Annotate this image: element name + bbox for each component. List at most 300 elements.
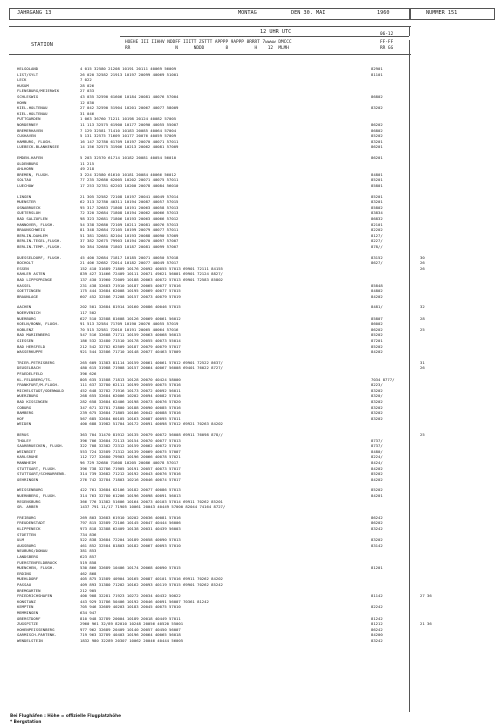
station-name: FUERSTENFELDBRUCK [17, 559, 57, 565]
station-name: KOBLENZ [17, 326, 34, 332]
station-observation-data: 1832 980 32289 20307 10062 20046 40444 56005 [80, 638, 184, 643]
station-row [0, 432, 504, 437]
station-row [0, 111, 504, 116]
station-row [0, 560, 504, 565]
header-bottom-rule [9, 54, 411, 55]
station-row [0, 238, 504, 243]
station-observation-data: 62 313 32780 40311 10194 20087 40057 57015 [80, 199, 179, 205]
station-observation-data: 921 544 32586 71710 10148 20077 40463 57009 [80, 349, 181, 355]
station-row [0, 172, 504, 177]
station-observation-data: 366 776 31382 51606 10164 20073 40103 57014 69911 70262 85201 [80, 498, 223, 504]
station-observation-data: 409 893 31380 71202 10162 20093 40119 57015 69901 70262 85242 [80, 582, 223, 587]
station-name: GOETTINGEN [17, 288, 41, 294]
station-name: GUETERSLOH [17, 210, 41, 216]
station-name: KIEL-HOLTENAU [17, 105, 48, 111]
station-row [0, 77, 504, 82]
station-row [0, 266, 504, 271]
station-row [0, 543, 504, 548]
footnote-mountain-station: * Bergstation [10, 719, 42, 724]
station-name: GARMISCH-PARTENK. [17, 632, 57, 638]
station-observation-data: 452 648 32782 71916 10173 20072 40092 56011 [80, 387, 181, 393]
station-cloud-code: 85807 [371, 315, 383, 321]
station-name: OSNABRUECK [17, 204, 41, 210]
station-observation-data: 7 129 32581 71410 10183 20085 40064 57004 [80, 127, 177, 133]
station-cloud-code: 84801 [371, 171, 383, 177]
station-name: BERLIN-TEGEL,FLUGH. [17, 238, 62, 244]
station-name: HELGOLAND [17, 66, 39, 71]
station-name: BERLIN-DAHLEM [17, 232, 48, 238]
station-cloud-code: 85201 [371, 177, 383, 183]
station-row [0, 260, 504, 265]
station-row [0, 576, 504, 581]
station-row [0, 493, 504, 498]
station-observation-data: 797 815 32589 72106 10145 20047 40444 56006 [80, 520, 181, 526]
station-observation-data: 27 042 32590 51904 10201 20067 40077 58009 [80, 105, 179, 111]
station-cloud-code: 82101 [371, 221, 383, 227]
station-row [0, 205, 504, 210]
station-row [0, 210, 504, 215]
station-row [0, 216, 504, 221]
station-gust-value: 21 36 [420, 621, 432, 627]
station-name: FREUDENSTADT [17, 520, 46, 526]
station-cloud-code: 82901 [371, 66, 383, 71]
station-cloud-code: 86832 [371, 216, 383, 221]
station-cloud-code: 81212 [371, 621, 383, 627]
station-cloud-code: 85201 [371, 193, 383, 199]
station-cloud-code: 84202 [371, 476, 383, 482]
station-observation-data: 11 215 [80, 160, 95, 166]
station-observation-data: 45 400 32684 71817 10185 20071 40050 57018 [80, 254, 179, 260]
station-cloud-code: 81101 [371, 71, 383, 77]
station-row [0, 288, 504, 293]
station-row [0, 233, 504, 238]
station-observation-data: 21 305 32582 72108 10197 20041 40049 57014 [80, 193, 179, 199]
station-name: EMDEN-HAFEN [17, 155, 43, 160]
station-cloud-code: 83142 [371, 542, 383, 548]
station-cloud-code: 8481/ [371, 304, 383, 310]
station-cloud-code: 85202 [371, 487, 383, 493]
station-row [0, 582, 504, 587]
station-name: ERDING [17, 570, 32, 576]
station-observation-data: 396 706 32684 72113 10154 20070 40077 57013 [80, 437, 181, 443]
station-cloud-code: 86201 [371, 155, 383, 160]
station-row [0, 155, 504, 160]
station-name: SAARBRUECKEN, FLUGH. [17, 443, 64, 449]
station-row [0, 116, 504, 121]
station-name: BREMGARTEN [17, 587, 41, 593]
station-row [0, 294, 504, 299]
station-row [0, 227, 504, 232]
station-name: WASSERKUPPE [17, 349, 43, 355]
code-column-subheader: RR N NDDD 8 H 12 MLMH [125, 46, 289, 51]
station-gust-value: 25 [420, 432, 425, 437]
station-row [0, 460, 504, 465]
station-row [0, 526, 504, 531]
station-name: WEINBIET [17, 448, 36, 454]
station-cloud-code: 85202 [371, 471, 383, 477]
station-row [0, 449, 504, 454]
station-row [0, 610, 504, 615]
station-row [0, 199, 504, 204]
station-row [0, 588, 504, 593]
station-observation-data: 705 946 32689 40203 10183 20045 40075 57010 [80, 604, 181, 610]
station-row [0, 399, 504, 404]
station-cloud-code: 83202 [371, 404, 383, 410]
station-cloud-code: 8320/ [371, 393, 383, 399]
station-observation-data: 21 406 32682 72014 10182 20077 40049 57017 [80, 260, 179, 266]
station-name: FLENSBURG/MEIERWIK [17, 88, 60, 94]
station-row [0, 72, 504, 77]
station-name: ULM [17, 537, 25, 543]
station-cloud-code: 83202 [371, 410, 383, 416]
station-name: BRAUNSCHWEIG [17, 227, 46, 233]
station-name: AHLHORN [17, 166, 34, 172]
station-observation-data: 96 729 32680 71608 10205 20086 40078 57017 [80, 460, 179, 465]
station-cloud-code: 8127/ [371, 232, 383, 238]
station-row [0, 360, 504, 365]
station-row [0, 454, 504, 459]
station-name: FRANKFURT/M.FLUGH. [17, 382, 60, 388]
station-observation-data: 461 852 32584 81803 10182 20067 40093 57010 [80, 542, 181, 548]
station-observation-data: 14 156 32575 31906 10213 20062 40081 57009 [80, 144, 179, 150]
station-row [0, 604, 504, 609]
station-cloud-code: 85202 [371, 133, 383, 139]
station-name: AACHEN [17, 304, 32, 310]
station-observation-data: 400 688 31982 51704 10172 20091 40098 57012 69921 70263 84202 [80, 421, 223, 427]
station-row [0, 632, 504, 637]
station-cloud-code: 8223/ [371, 382, 383, 388]
station-row [0, 388, 504, 393]
station-observation-data: 567 685 32684 60105 10163 20087 40095 57011 [80, 415, 181, 421]
issue-number: NUMMER 151 [426, 10, 458, 16]
station-cloud-code: 83834 [371, 210, 383, 216]
station-observation-data: 268 655 32684 62006 10202 20094 40082 57016 [80, 393, 181, 399]
station-observation-data: 2960 961 32/89 82010 10248 20056 40520 55001 [80, 621, 184, 627]
station-row [0, 244, 504, 249]
station-name: MANNHEIM [17, 460, 36, 465]
station-name: HANNOVER, FLUGH. [17, 221, 55, 227]
station-row [0, 520, 504, 525]
station-cloud-code: 8737/ [371, 437, 383, 443]
station-cloud-code: 85202 [371, 332, 383, 338]
station-row [0, 421, 504, 426]
station-observation-data: 11 113 32575 61900 10177 20090 40055 55007 [80, 122, 179, 127]
station-row [0, 183, 504, 188]
station-observation-data: 26 020 32582 21913 10197 20099 40069 51001 [80, 71, 179, 77]
station-observation-data: 400 908 32281 71923 10272 20034 40432 50022 [80, 593, 181, 599]
station-name: WEIDEN [17, 421, 32, 427]
station-observation-data: 623 857 [80, 554, 97, 559]
station-row [0, 283, 504, 288]
station-gust-value: 28 [420, 315, 425, 321]
station-row [0, 255, 504, 260]
station-name: KOELN/BONN, FLUGH. [17, 321, 60, 327]
station-observation-data: 112 727 32680 79903 10196 20066 40078 57021 [80, 454, 181, 460]
station-name: HAMBURG, FLUGH. [17, 138, 53, 144]
station-name: KASSEL [17, 282, 32, 288]
station-cloud-code: 84200 [371, 632, 383, 638]
station-name: MUENSTER [17, 199, 36, 205]
station-row [0, 377, 504, 382]
station-observation-data: 282 658 32684 62406 10198 20073 40076 57020 [80, 399, 181, 404]
station-cloud-code: 83242 [371, 638, 383, 643]
station-gust-value: 26 [420, 265, 425, 271]
station-name: GR. ARBER [17, 504, 39, 510]
station-name: BRAUNLAGE [17, 293, 39, 299]
station-name: HOF [17, 415, 25, 421]
station-row [0, 382, 504, 387]
station-name: CUXHAVEN [17, 133, 36, 139]
observation-hour: 12 UHR UTC [260, 29, 292, 35]
station-name: BAD LIPPSPRINGE [17, 277, 53, 282]
station-cloud-code: 85802 [371, 204, 383, 210]
station-observation-data: 269 803 32683 61910 10202 20036 40081 57016 [80, 514, 181, 520]
station-observation-data: 734 836 [80, 531, 97, 537]
station-observation-data: 77 235 32680 62005 10202 20071 40075 57011 [80, 177, 179, 183]
station-name: NEUBURG/DONAU [17, 548, 48, 554]
station-row [0, 100, 504, 105]
station-observation-data: 111 637 32780 62111 10199 20059 40075 57016 [80, 382, 181, 388]
station-observation-data: 81 348 32684 72105 10199 20079 40077 57011 [80, 227, 179, 233]
station-row [0, 405, 504, 410]
station-cloud-code: 86202 [371, 122, 383, 127]
station-observation-data: 405 875 31589 40904 10165 20087 40101 57016 69911 70262 84202 [80, 576, 223, 582]
station-observation-data: 973 818 32388 62409 10138 20031 40439 56003 [80, 526, 181, 531]
station-name: BAD HERSFELD [17, 343, 46, 349]
station-cloud-code: 86802 [371, 127, 383, 133]
station-row [0, 349, 504, 354]
station-observation-data: 175 444 32684 62008 10195 20069 40077 57015 [80, 288, 181, 294]
station-observation-data: 607 452 32586 71208 10157 20073 40079 57019 [80, 293, 181, 299]
weekday-label: MONTAG [238, 10, 257, 16]
station-row [0, 139, 504, 144]
station-observation-data: 347 671 32781 71800 10188 20090 40085 57016 [80, 404, 181, 410]
station-name: KARLSRUHE [17, 454, 39, 460]
station-observation-data: 314 739 32682 71212 10192 20043 40076 57016 [80, 471, 181, 477]
station-name: THOLEY [17, 437, 32, 443]
station-row [0, 487, 504, 492]
station-name: KIEL-HOLTENAU [17, 110, 48, 116]
station-observation-data: 212 542 32782 62509 10187 20079 40079 57017 [80, 343, 181, 349]
station-row [0, 393, 504, 398]
period-column-header: 06-12 [380, 32, 394, 37]
station-row [0, 616, 504, 621]
station-row [0, 565, 504, 570]
station-row [0, 344, 504, 349]
station-row [0, 83, 504, 88]
station-row [0, 416, 504, 421]
station-name: BREMEN, FLUGH. [17, 171, 50, 177]
station-observation-data: 72 320 32684 71808 10194 20062 40066 57013 [80, 210, 179, 216]
station-cloud-code: 83201 [371, 199, 383, 205]
station-cloud-code: 83202 [371, 105, 383, 111]
station-observation-data: 17 253 32781 62203 10200 20078 40084 56010 [80, 183, 179, 188]
station-cloud-code: 82242 [371, 604, 383, 610]
station-observation-data: 1 063 36760 71211 10198 20124 40082 57005 [80, 116, 177, 122]
station-row [0, 466, 504, 471]
station-observation-data: 530 866 32689 10406 10174 20068 40090 57015 [80, 565, 181, 571]
station-cloud-code: 878// [371, 244, 383, 249]
station-cloud-code: 83152 [371, 254, 383, 260]
station-cloud-code: 87201 [371, 338, 383, 343]
station-row [0, 321, 504, 326]
station-row [0, 88, 504, 93]
station-observation-data: 522 838 32684 72204 10189 20058 40090 57013 [80, 537, 181, 543]
station-name: TRIER-PETRISBERG [17, 359, 55, 365]
station-cloud-code: 84202 [371, 293, 383, 299]
station-cloud-code: 81142 [371, 593, 383, 599]
station-observation-data: 54 338 32680 72109 10211 20081 40076 57013 [80, 221, 179, 227]
station-observation-data: 719 963 32789 40403 10196 20064 40065 56018 [80, 632, 181, 638]
hour-rule [120, 36, 409, 37]
station-row [0, 621, 504, 626]
station-observation-data: 443 929 31786 50406 10192 20046 40091 56007 70361 81242 [80, 598, 209, 604]
station-cloud-code: 83202 [371, 387, 383, 393]
station-cloud-code: 86202 [371, 520, 383, 526]
station-row [0, 122, 504, 127]
station-observation-data: 480 615 31988 71908 10157 20064 40067 56008 69401 76022 8727/ [80, 365, 223, 371]
station-row [0, 177, 504, 182]
station-observation-data: 5 203 32570 61714 10182 20081 40054 56010 [80, 155, 177, 160]
station-name: HUSUM [17, 82, 29, 88]
station-name: PASSAU [17, 582, 32, 587]
station-name: DUESSELDORF, FLUGH. [17, 254, 62, 260]
station-gust-value: 27 36 [420, 593, 432, 599]
station-row [0, 599, 504, 604]
station-cloud-code: 86242 [371, 626, 383, 632]
station-name: STUTTGART/SCHNARRENB. [17, 471, 67, 477]
station-row [0, 222, 504, 227]
station-observation-data: 31 046 [80, 110, 95, 116]
station-name: NORDERNEY [17, 122, 39, 127]
station-cloud-code: 84202 [371, 349, 383, 355]
station-observation-data: 396 626 [80, 371, 97, 376]
volume-label: JAHRGANG 13 [17, 10, 52, 16]
station-row [0, 537, 504, 542]
station-observation-data: 202 501 32684 81914 10160 20086 40046 57015 [80, 304, 181, 310]
station-observation-data: 98 323 32681 71806 10193 20063 40066 57012 [80, 216, 179, 221]
station-name: LIST/SYLT [17, 71, 39, 77]
station-name: BAD KISSINGEN [17, 399, 48, 404]
station-row [0, 504, 504, 509]
station-observation-data: 49 218 [80, 166, 95, 172]
station-name: KONSTANZ [17, 598, 36, 604]
station-row [0, 571, 504, 576]
station-name: BERLIN-TEMP.,FLUGH. [17, 244, 62, 249]
station-observation-data: 627 510 32588 81608 10126 20069 40061 56012 [80, 315, 181, 321]
station-observation-data: 265 609 31383 81114 10159 20061 40061 57012 69901 72522 8637/ [80, 359, 223, 365]
station-observation-data: 16 147 32780 61709 10197 20070 40071 57011 [80, 138, 179, 144]
station-row [0, 410, 504, 415]
station-observation-data: 314 763 32780 61206 10196 20098 40091 56013 [80, 493, 181, 498]
station-name: STOETTEN [17, 531, 36, 537]
station-row [0, 166, 504, 171]
station-observation-data: 27 033 [80, 88, 95, 94]
station-name: MUEHLDORF [17, 576, 39, 582]
station-cloud-code: 8224/ [371, 454, 383, 460]
station-name: PUTTGARDEN [17, 116, 41, 122]
station-cloud-code: 8737/ [371, 443, 383, 449]
station-observation-data: 462 868 [80, 570, 97, 576]
station-name: WUERZBURG [17, 393, 39, 399]
station-row [0, 94, 504, 99]
station-row [0, 548, 504, 553]
station-gust-value: 31 [420, 359, 425, 365]
station-cloud-code: 85202 [371, 343, 383, 349]
station-cloud-code: 83202 [371, 415, 383, 421]
station-row [0, 515, 504, 520]
station-observation-data: 51 381 32681 82104 10193 20088 40090 57009 [80, 232, 179, 238]
station-observation-data: 1437 791 11/17 71905 10061 20043 40449 57000 82044 74164 8727/ [80, 504, 226, 510]
station-cloud-code: 83202 [371, 537, 383, 543]
station-name: AUGSBURG [17, 542, 36, 548]
station-observation-data: 37 382 32675 79903 10194 20070 40097 57007 [80, 238, 179, 244]
station-gust-value: 32 [420, 304, 425, 310]
station-observation-data: 547 516 32688 71711 10159 20063 40068 56013 [80, 332, 181, 338]
station-cloud-code: 85848 [371, 282, 383, 288]
station-row [0, 277, 504, 282]
station-row [0, 443, 504, 448]
station-row [0, 128, 504, 133]
station-name: KAHLER ASTEN [17, 271, 46, 277]
station-row [0, 477, 504, 482]
date-label: DEN 30. MAI [291, 10, 326, 16]
station-cloud-code: 8627/ [371, 260, 383, 266]
station-cloud-code: 83202 [371, 399, 383, 404]
year-label: 1960 [377, 10, 390, 16]
station-observation-data: 5 131 32575 71609 10177 20076 40059 57009 [80, 133, 177, 139]
station-row [0, 105, 504, 110]
station-observation-data: 634 947 [80, 610, 97, 615]
station-name: FRIEDRICHSHAFEN [17, 593, 53, 599]
station-name: ZUGSPITZE [17, 621, 39, 627]
station-name: SOLTAU [17, 177, 32, 183]
station-observation-data: 805 635 31588 71813 10128 20070 40424 58000 [80, 376, 181, 382]
station-cloud-code: 8480/ [371, 448, 383, 454]
station-observation-data: 810 948 32789 20004 10189 20018 40449 57011 [80, 615, 181, 621]
station-name: OLDENBURG [17, 160, 39, 166]
station-name: NUERNBERG, FLUGH. [17, 493, 57, 498]
station-observation-data: 28 026 [80, 82, 95, 88]
station-row [0, 471, 504, 476]
station-cloud-code: 84202 [371, 465, 383, 471]
station-observation-data: 212 905 [80, 587, 97, 593]
station-cloud-code: 8424/ [371, 460, 383, 465]
station-row [0, 438, 504, 443]
station-row [0, 144, 504, 149]
station-cloud-code: 83242 [371, 526, 383, 531]
station-name: REGENSBURG [17, 498, 41, 504]
hour-divider [409, 26, 410, 36]
station-row [0, 194, 504, 199]
station-cloud-code: 86002 [371, 321, 383, 327]
station-cloud-code: 8227/ [371, 238, 383, 244]
station-cloud-code: 7034 8777/ [371, 376, 395, 382]
station-name: BAD MARIENBERG [17, 332, 50, 338]
station-gust-value: 26 [420, 260, 425, 266]
station-row [0, 627, 504, 632]
station-name: GIESSEN [17, 338, 34, 343]
station-name: PFAEDELFELD [17, 371, 43, 376]
station-name: COBURG [17, 404, 32, 410]
station-name: OBERSTDORF [17, 615, 41, 621]
station-name: BAD SALZUFLEN [17, 216, 48, 221]
station-name: OEHRINGEN [17, 476, 39, 482]
station-cloud-code: 81201 [371, 565, 383, 571]
station-name: LINGEN [17, 193, 32, 199]
station-row [0, 327, 504, 332]
station-row [0, 532, 504, 537]
